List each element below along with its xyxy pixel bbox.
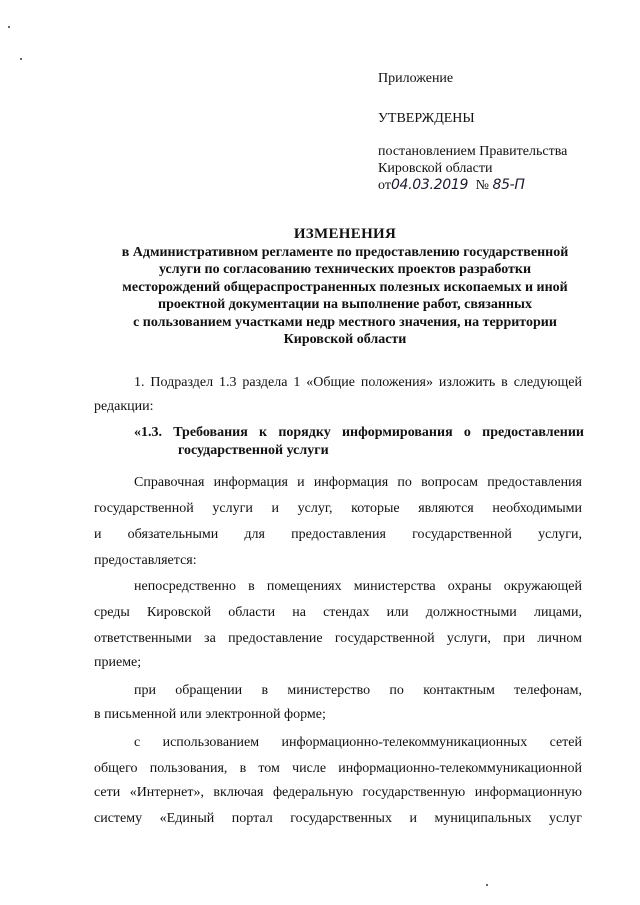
body-line: с использованием информационно-телекоммуникационных сетей	[134, 735, 582, 750]
section-heading-line: «1.3. Требования к порядку информирования о предоставлении	[134, 425, 584, 440]
body-line: Справочная информация и информация по вопросам предоставления	[134, 475, 582, 490]
body-line: приеме;	[94, 655, 142, 670]
heading-line: проектной документации на выполнение работ, связанных	[158, 297, 532, 312]
decree-line: постановлением Правительства	[378, 144, 568, 159]
date-prefix: от	[378, 178, 391, 193]
heading-line: услуги по согласованию технических проектов разработки	[158, 262, 532, 277]
body-line: при обращении в министерство по контактным телефонам,	[134, 683, 582, 698]
number-prefix: №	[475, 178, 489, 193]
body-line: 1. Подраздел 1.3 раздела 1 «Общие положения» изложить в следующей	[134, 375, 582, 390]
body-line: общего пользования, в том числе информационно-телекоммуникационной	[94, 761, 582, 776]
section-heading	[134, 424, 584, 460]
body-line: непосредственно в помещениях министерства охраны окружающей	[134, 579, 582, 594]
scan-speck	[8, 26, 10, 28]
heading-title: ИЗМЕНЕНИЯ	[293, 226, 397, 242]
handwritten-number: 85-П	[492, 177, 525, 193]
approved-label: УТВЕРЖДЕНЫ	[378, 111, 475, 126]
body-line: систему «Единый портал государственных и муниципальных услуг	[94, 811, 582, 826]
appendix-label: Приложение	[378, 71, 454, 86]
heading-line: в Административном регламенте по предоставлению государственной	[121, 244, 569, 260]
body-line: предоставляется:	[94, 553, 197, 568]
decree-reference	[378, 143, 608, 194]
body-line: редакции:	[94, 399, 154, 414]
handwritten-date: 04.03.2019	[390, 177, 469, 193]
decree-date-line	[378, 177, 608, 194]
document-heading	[100, 226, 590, 349]
heading-line: месторождений общераспространенных полезных ископаемых и иной	[122, 279, 568, 295]
scan-speck	[486, 884, 488, 886]
section-heading-line: государственной услуги	[178, 443, 329, 458]
body-line: среды Кировской области на стендах или должностными лицами,	[94, 605, 582, 620]
heading-line: с пользованием участками недр местного значения, на территории	[133, 314, 557, 330]
body-line: и обязательными для предоставления государственной услуги,	[94, 527, 582, 542]
body-line: сети «Интернет», включая федеральную государственную информационную	[94, 785, 582, 800]
body-line: в письменной или электронной форме;	[94, 707, 326, 722]
decree-line: Кировской области	[378, 161, 493, 176]
body-line: ответственными за предоставление государственной услуги, при личном	[94, 631, 582, 646]
body-line: государственной услуги и услуг, которые являются необходимыми	[94, 501, 582, 516]
scan-speck	[20, 58, 22, 60]
heading-line: Кировской области	[283, 332, 407, 347]
